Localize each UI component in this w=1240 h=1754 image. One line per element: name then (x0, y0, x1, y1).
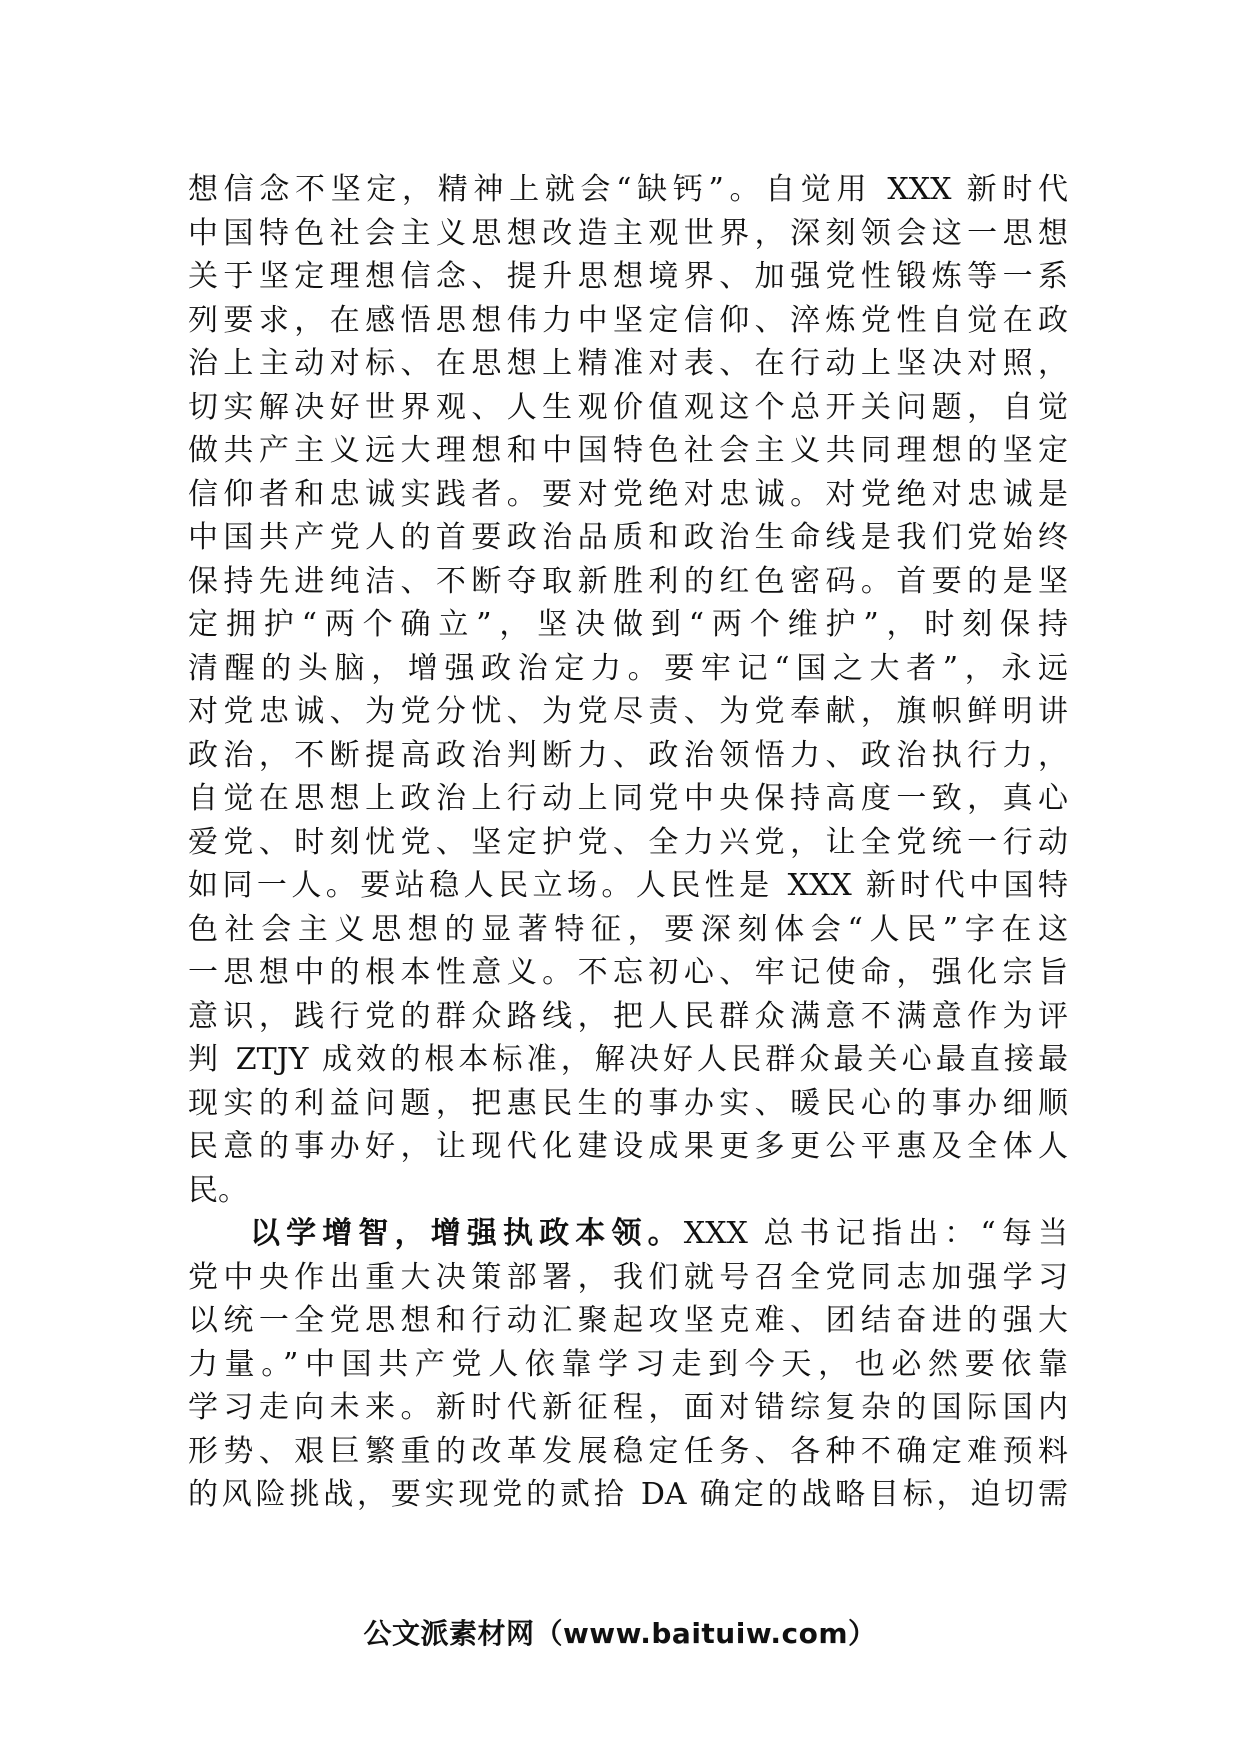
text-line: 定拥护“两个确立”，坚决做到“两个维护”，时刻保持 (188, 607, 1068, 642)
text-line: 保持先进纯洁、不断夺取新胜利的红色密码。首要的是坚 (188, 563, 1068, 599)
text-line: 想信念不坚定，精神上就会“缺钙”。自觉用 XXX 新时代 (188, 172, 1068, 207)
text-line: 治上主动对标、在思想上精准对表、在行动上坚决对照， (188, 346, 1068, 381)
text-line: 信仰者和忠诚实践者。要对党绝对忠诚。对党绝对忠诚是 (188, 476, 1068, 512)
text-line: 列要求，在感悟思想伟力中坚定信仰、淬炼党性自觉在政 (188, 302, 1068, 338)
text-line: 做共产主义远大理想和中国特色社会主义共同理想的坚定 (188, 433, 1068, 468)
text-line: 的风险挑战，要实现党的贰拾 DA 确定的战略目标，迫切需 (188, 1477, 1068, 1512)
document-body (188, 168, 1068, 1517)
paragraph-2-heading: 以学增智，增强执政本领。 (250, 1216, 684, 1251)
text-line: 中国共产党人的首要政治品质和政治生命线是我们党始终 (188, 520, 1068, 555)
text-line: 党中央作出重大决策部署，我们就号召全党同志加强学习 (188, 1259, 1068, 1295)
text-line: 自觉在思想上政治上行动上同党中央保持高度一致，真心 (188, 781, 1068, 816)
text-line: 清醒的头脑，增强政治定力。要牢记“国之大者”，永远 (188, 650, 1068, 686)
footer-watermark: 公文派素材网（www.baituiw.com） (363, 1617, 877, 1650)
text-line: 爱党、时刻忧党、坚定护党、全力兴党，让全党统一行动 (188, 824, 1068, 860)
text-line: 判 ZTJY 成效的根本标准，解决好人民群众最关心最直接最 (188, 1042, 1068, 1077)
paragraph-1 (188, 168, 1068, 1212)
text-line: 中国特色社会主义思想改造主观世界，深刻领会这一思想 (188, 215, 1068, 251)
text-line: 色社会主义思想的显著特征，要深刻体会“人民”字在这 (188, 911, 1068, 947)
text-line: 学习走向未来。新时代新征程，面对错综复杂的国际国内 (188, 1390, 1068, 1425)
text-line: 形势、艰巨繁重的改革发展稳定任务、各种不确定难预料 (188, 1433, 1068, 1469)
text-line: 意识，践行党的群众路线，把人民群众满意不满意作为评 (188, 998, 1068, 1034)
text-line: 民意的事办好，让现代化建设成果更多更公平惠及全体人 (188, 1129, 1068, 1164)
paragraph-2 (188, 1212, 1068, 1517)
text-line: 切实解决好世界观、人生观价值观这个总开关问题，自觉 (188, 389, 1068, 425)
text-line: 现实的利益问题，把惠民生的事办实、暖民心的事办细顺 (188, 1085, 1068, 1121)
text-line: 一思想中的根本性意义。不忘初心、牢记使命，强化宗旨 (188, 955, 1068, 990)
paragraph-2-first-line-text: XXX 总书记指出：“每当 (683, 1216, 1068, 1251)
text-line: 关于坚定理想信念、提升思想境界、加强党性锻炼等一系 (188, 259, 1068, 294)
text-line: 力量。”中国共产党人依靠学习走到今天，也必然要依靠 (188, 1346, 1068, 1382)
text-line: 如同一人。要站稳人民立场。人民性是 XXX 新时代中国特 (188, 868, 1068, 903)
text-line: 以统一全党思想和行动汇聚起攻坚克难、团结奋进的强大 (188, 1303, 1068, 1338)
text-line: 民。 (188, 1172, 248, 1208)
paragraph-2-first-line (188, 1212, 1068, 1256)
text-line: 政治，不断提高政治判断力、政治领悟力、政治执行力， (188, 737, 1068, 773)
text-line: 对党忠诚、为党分忧、为党尽责、为党奉献，旗帜鲜明讲 (188, 694, 1068, 729)
